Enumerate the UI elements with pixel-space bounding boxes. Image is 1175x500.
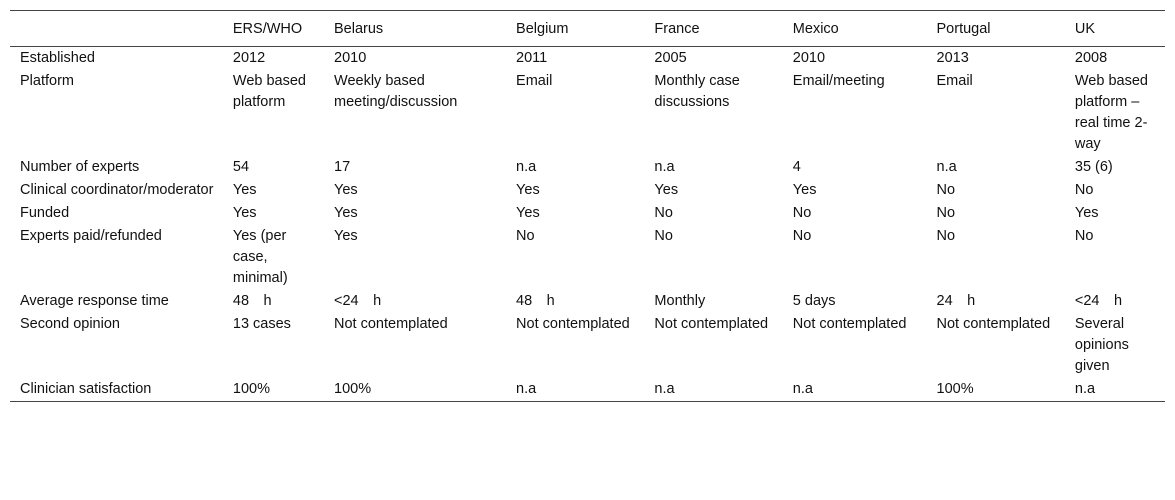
header-cell-ers-who: ERS/WHO (232, 20, 303, 37)
table-row (10, 179, 1165, 202)
cell-ers-who: Yes (232, 182, 257, 198)
cell-uk: Web based platform – real time 2-way (1074, 73, 1148, 152)
cell-portugal: Not contemplated (936, 316, 1051, 332)
row-label-cell: Experts paid/refunded (20, 228, 162, 244)
cell-ers-who: 2012 (232, 50, 266, 66)
cell-belgium: 48 h (516, 293, 555, 309)
cell-ers-who: 54 (232, 159, 250, 175)
table-row (10, 378, 1165, 402)
header-cell-uk: UK (1074, 20, 1096, 37)
cell-uk: Several opinions given (1074, 316, 1129, 374)
cell-belgium: 2011 (516, 50, 548, 66)
cell-mexico: No (792, 228, 812, 244)
cell-belgium: Yes (516, 205, 540, 221)
cell-belarus: Not contemplated (334, 316, 448, 332)
cell-belgium: Not contemplated (516, 316, 630, 332)
cell-belarus: <24 h (334, 293, 382, 309)
cell-portugal: Email (936, 73, 973, 89)
cell-france: Monthly (654, 293, 706, 309)
cell-france: Not contemplated (654, 316, 769, 332)
header-cell-portugal: Portugal (936, 20, 991, 37)
header-cell-belgium: Belgium (516, 20, 569, 37)
cell-france: n.a (654, 381, 675, 397)
cell-mexico: 4 (792, 159, 801, 175)
cell-france: n.a (654, 159, 675, 175)
cell-belarus: 100% (334, 381, 372, 397)
row-label-cell: Established (20, 50, 95, 66)
cell-uk: n.a (1074, 381, 1096, 397)
table-row (10, 225, 1165, 290)
cell-belarus: Weekly based meeting/discussion (334, 73, 458, 110)
row-label-cell: Platform (20, 73, 74, 89)
cell-mexico: n.a (792, 381, 813, 397)
cell-portugal: 24 h (936, 293, 976, 309)
cell-portugal: No (936, 205, 956, 221)
cell-belarus: Yes (334, 182, 358, 198)
table-row (10, 290, 1165, 313)
row-label-cell: Average response time (20, 293, 169, 309)
cell-portugal: No (936, 228, 956, 244)
cell-belarus: 2010 (334, 50, 367, 66)
header-cell-corner (10, 11, 223, 47)
row-label-cell: Funded (20, 205, 70, 221)
cell-mexico: 5 days (792, 293, 836, 309)
cell-uk: 35 (6) (1074, 159, 1113, 175)
cell-france: Monthly case discussions (654, 73, 740, 110)
cell-portugal: No (936, 182, 956, 198)
cell-belgium: No (516, 228, 535, 244)
cell-ers-who: Yes (232, 205, 257, 221)
cell-uk: No (1074, 228, 1094, 244)
table-row (10, 313, 1165, 378)
cell-france: No (654, 205, 673, 221)
cell-ers-who: Yes (per case, minimal) (232, 228, 288, 286)
row-label-cell: Second opinion (20, 316, 120, 332)
cell-belgium: Yes (516, 182, 540, 198)
row-label-cell: Number of experts (20, 159, 140, 175)
cell-france: 2005 (654, 50, 687, 66)
cell-uk: <24 h (1074, 293, 1123, 309)
cell-belgium: Email (516, 73, 553, 89)
cell-ers-who: 13 cases (232, 316, 291, 332)
cell-portugal: 100% (936, 381, 974, 397)
row-label-cell: Clinician satisfaction (20, 381, 152, 397)
cell-ers-who: 100% (232, 381, 270, 397)
cell-uk: No (1074, 182, 1094, 198)
cell-belarus: Yes (334, 228, 358, 244)
table-container (10, 10, 1165, 402)
header-cell-mexico: Mexico (792, 20, 839, 37)
cell-france: No (654, 228, 673, 244)
cell-belarus: Yes (334, 205, 358, 221)
cell-uk: 2008 (1074, 50, 1108, 66)
cell-mexico: No (792, 205, 812, 221)
table-row (10, 47, 1165, 71)
table-row (10, 202, 1165, 225)
table-row (10, 156, 1165, 179)
cell-uk: Yes (1074, 205, 1099, 221)
cell-belgium: n.a (516, 381, 537, 397)
header-cell-france: France (654, 20, 700, 37)
cell-portugal: 2013 (936, 50, 969, 66)
cell-belgium: n.a (516, 159, 537, 175)
table-body (10, 47, 1165, 402)
cell-mexico: Not contemplated (792, 316, 907, 332)
row-label-cell: Clinical coordinator/moderator (20, 182, 214, 198)
cell-ers-who: 48 h (232, 293, 272, 309)
header-cell-belarus: Belarus (334, 20, 384, 37)
cell-portugal: n.a (936, 159, 957, 175)
cell-ers-who: Web based platform (232, 73, 306, 110)
cell-france: Yes (654, 182, 679, 198)
table-row (10, 70, 1165, 156)
cell-belarus: 17 (334, 159, 351, 175)
cell-mexico: Email/meeting (792, 73, 885, 89)
cell-mexico: Yes (792, 182, 817, 198)
cell-mexico: 2010 (792, 50, 826, 66)
table-header-row (10, 11, 1165, 47)
comparison-table (10, 10, 1165, 402)
